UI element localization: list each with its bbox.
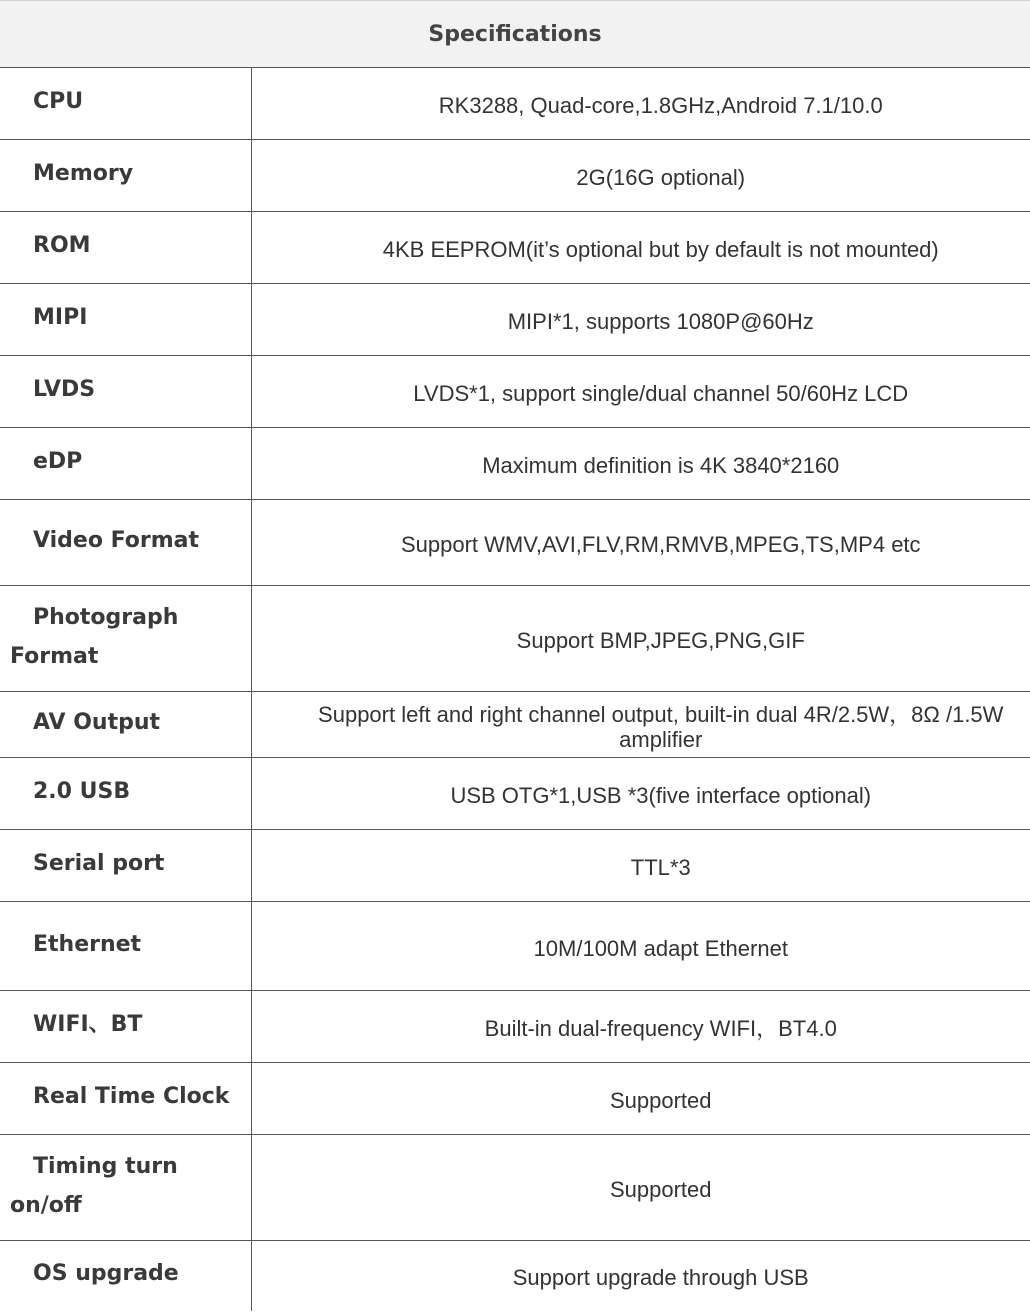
table-row	[0, 1241, 1030, 1311]
table-row	[0, 830, 1030, 902]
spec-label-cpu: CPU	[0, 68, 251, 140]
spec-value-usb: USB OTG*1,USB *3(five interface optional)	[251, 758, 1030, 830]
table-row	[0, 692, 1030, 758]
spec-value-video-format: Support WMV,AVI,FLV,RM,RMVB,MPEG,TS,MP4 etc	[251, 500, 1030, 586]
spec-label-video-format: Video Format	[0, 500, 251, 586]
spec-value-wifi-bt: Built-in dual-frequency WIFI，BT4.0	[251, 991, 1030, 1063]
spec-value-lvds: LVDS*1, support single/dual channel 50/60Hz LCD	[251, 356, 1030, 428]
spec-label-wifi-bt: WIFI、BT	[0, 991, 251, 1063]
table-row	[0, 140, 1030, 212]
table-row	[0, 68, 1030, 140]
spec-value-edp: Maximum definition is 4K 3840*2160	[251, 428, 1030, 500]
spec-label-real-time-clock: Real Time Clock	[0, 1063, 251, 1135]
spec-label-usb: 2.0 USB	[0, 758, 251, 830]
spec-label-ethernet: Ethernet	[0, 902, 251, 991]
table-row	[0, 428, 1030, 500]
table-title: Specifications	[0, 1, 1030, 68]
spec-label-os-upgrade: OS upgrade	[0, 1241, 251, 1311]
table-row	[0, 1063, 1030, 1135]
table-row	[0, 212, 1030, 284]
spec-label-serial-port: Serial port	[0, 830, 251, 902]
spec-label-memory: Memory	[0, 140, 251, 212]
spec-value-av-output: Support left and right channel output, built-in dual 4R/2.5W，8Ω /1.5W amplifier	[251, 692, 1030, 758]
spec-value-photograph-format: Support BMP,JPEG,PNG,GIF	[251, 586, 1030, 692]
spec-label-av-output: AV Output	[0, 692, 251, 758]
spec-value-cpu: RK3288, Quad-core,1.8GHz,Android 7.1/10.0	[251, 68, 1030, 140]
table-row	[0, 1135, 1030, 1241]
spec-label-photograph-format: Photograph Format	[0, 586, 251, 692]
spec-label-mipi: MIPI	[0, 284, 251, 356]
table-row	[0, 586, 1030, 692]
spec-value-rom: 4KB EEPROM(it’s optional but by default is not mounted)	[251, 212, 1030, 284]
table-row	[0, 991, 1030, 1063]
table-row	[0, 284, 1030, 356]
spec-value-mipi: MIPI*1, supports 1080P@60Hz	[251, 284, 1030, 356]
spec-label-edp: eDP	[0, 428, 251, 500]
spec-value-ethernet: 10M/100M adapt Ethernet	[251, 902, 1030, 991]
table-row	[0, 500, 1030, 586]
spec-label-lvds: LVDS	[0, 356, 251, 428]
table-row	[0, 356, 1030, 428]
spec-value-serial-port: TTL*3	[251, 830, 1030, 902]
spec-label-timing-turn-on-off: Timing turn on/off	[0, 1135, 251, 1241]
table-row	[0, 758, 1030, 830]
spec-value-timing-turn-on-off: Supported	[251, 1135, 1030, 1241]
table-row	[0, 902, 1030, 991]
spec-value-real-time-clock: Supported	[251, 1063, 1030, 1135]
table-header-row	[0, 1, 1030, 68]
spec-value-memory: 2G(16G optional)	[251, 140, 1030, 212]
spec-value-os-upgrade: Support upgrade through USB	[512, 1265, 809, 1291]
spec-label-rom: ROM	[0, 212, 251, 284]
